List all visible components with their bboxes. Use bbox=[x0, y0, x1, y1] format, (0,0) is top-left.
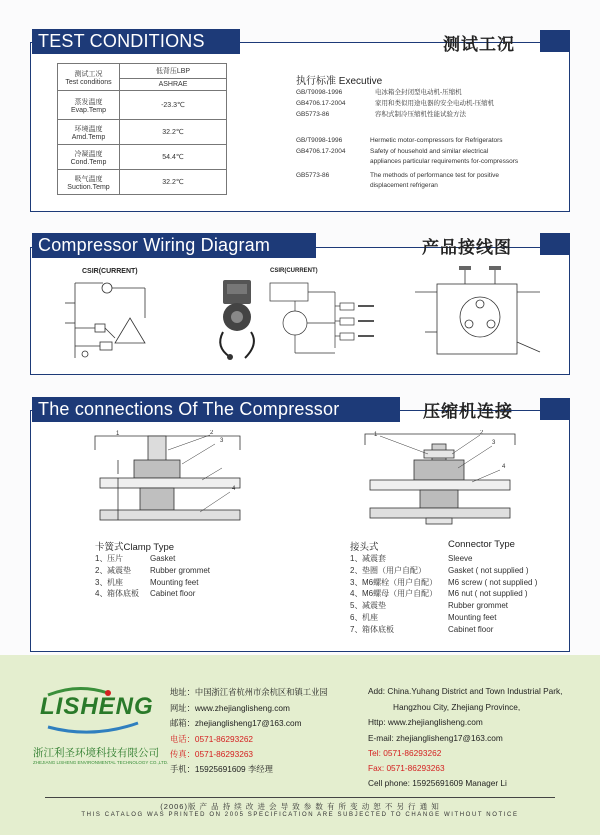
standard-code: GB/T9098-1996 bbox=[296, 89, 343, 96]
connector-type-title-en: Connector Type bbox=[448, 539, 515, 550]
clamp-type-list bbox=[95, 553, 210, 600]
standard-code: GB4706.17-2004 bbox=[296, 147, 346, 155]
connections-title-cn: 压缩机连接 bbox=[423, 402, 513, 422]
svg-text:2: 2 bbox=[480, 430, 484, 436]
notice-cn: (2006)版 产 品 持 续 改 进 会 导 致 参 数 有 所 变 动 恕 不 另 行 通 知 bbox=[160, 802, 440, 811]
connector-type-title-cn: 接头式 bbox=[350, 542, 379, 553]
contact-en-tel: Tel: 0571-86293262 bbox=[368, 748, 442, 758]
standard-desc: 电冰箱全封闭型电动机-压缩机 bbox=[375, 89, 462, 96]
wiring-diagram-1-title: CSIR(CURRENT) bbox=[82, 268, 138, 275]
standard-code: GB5773-86 bbox=[296, 111, 330, 118]
test-conditions-banner: TEST CONDITIONS bbox=[32, 29, 240, 54]
title-strip bbox=[540, 233, 570, 255]
list-item: 6、 机座 Mounting feet bbox=[350, 612, 497, 622]
standard-code bbox=[296, 157, 370, 168]
table-row-label: 测试工况 Test conditions bbox=[58, 64, 120, 91]
contact-en-address-1: Add: China.Yuhang District and Town Industrial Park, bbox=[368, 686, 563, 696]
standard-desc: 家用和类似用途电器的安全电动机-压缩机 bbox=[375, 100, 495, 107]
standard-code bbox=[296, 181, 370, 192]
svg-text:1: 1 bbox=[374, 432, 378, 438]
company-name-en: ZHEJIANG LISHENG ENVIRONMENTAL TECHNOLOGY CO.,LTD. bbox=[33, 760, 169, 765]
clamp-type-title: 卡簧式Clamp Type bbox=[95, 542, 175, 553]
table-cell: 32.2℃ bbox=[120, 120, 227, 145]
contact-cn-email: 邮箱：zhejianglisheng17@163.com bbox=[170, 718, 302, 728]
clamp-type-diagram bbox=[90, 430, 255, 525]
test-conditions-table bbox=[57, 63, 227, 195]
contact-cn-website: 网址：www.zhejianglisheng.com bbox=[170, 703, 290, 713]
company-logo-text: LISHENG bbox=[40, 693, 154, 720]
list-item: 4、 M6螺母（用户自配） M6 nut ( not supplied ) bbox=[350, 589, 528, 599]
notice-en: THIS CATALOG WAS PRINTED ON 2005 SPECIFICATION ARE SUBJECTED TO CHANGE WITHOUT NOTICE bbox=[81, 812, 519, 818]
list-item: 1、 减震套 Sleeve bbox=[350, 554, 473, 563]
table-row-label: 蒸发温度 Evap.Temp bbox=[58, 91, 120, 120]
wiring-terminal-diagram bbox=[405, 262, 555, 367]
list-item: 2、 垫圈（用户自配） Gasket ( not supplied ) bbox=[350, 565, 529, 575]
contact-en-address-2: Hangzhou City, Zhejiang Province, bbox=[393, 702, 521, 712]
svg-text:4: 4 bbox=[232, 486, 236, 492]
contact-cn-fax: 传真：0571-86293263 bbox=[170, 749, 254, 759]
contact-en-website: Http: www.zhejianglisheng.com bbox=[368, 717, 483, 727]
standard-desc: Hermetic motor-compressors for Refrigerators bbox=[370, 137, 503, 144]
wiring-banner: Compressor Wiring Diagram bbox=[32, 233, 316, 258]
company-name-cn: 浙江利圣环境科技有限公司 bbox=[33, 747, 159, 759]
svg-text:3: 3 bbox=[492, 440, 496, 446]
standard-desc: The methods of performance test for positive bbox=[370, 171, 499, 179]
standard-desc: appliances particular requirements for-compressors bbox=[370, 158, 519, 165]
title-strip bbox=[540, 30, 570, 52]
table-cell: -23.3℃ bbox=[120, 91, 227, 120]
wiring-schematic-diagram bbox=[55, 278, 175, 363]
title-strip bbox=[540, 398, 570, 420]
table-row-label: 冷凝温度 Cond.Temp bbox=[58, 145, 120, 170]
wiring-title-cn: 产品接线图 bbox=[422, 238, 512, 258]
standard-code: GB5773-86 bbox=[296, 171, 330, 179]
list-item: 5、 减震垫 Rubber grommet bbox=[350, 601, 509, 611]
svg-text:2: 2 bbox=[210, 430, 214, 436]
standard-desc: Safety of household and similar electrical bbox=[370, 147, 489, 155]
test-conditions-title-cn: 测试工况 bbox=[443, 35, 515, 55]
table-row-label: 环境温度 Amd.Temp bbox=[58, 120, 120, 145]
contact-en-fax: Fax: 0571-86293263 bbox=[368, 763, 445, 773]
connector-type-diagram bbox=[360, 430, 525, 525]
contact-en-email: E-mail: zhejianglisheng17@163.com bbox=[368, 733, 503, 743]
contact-cn-mobile: 手机：15925691609 李经理 bbox=[170, 764, 273, 774]
wiring-detailed-schematic bbox=[265, 278, 380, 363]
standards-cn-list bbox=[296, 87, 566, 120]
list-item: 3、 机座 Mounting feet bbox=[95, 577, 199, 587]
wiring-diagram-2-title: CSIR(CURRENT) bbox=[270, 268, 318, 274]
table-row-label: 吸气温度 Suction.Temp bbox=[58, 170, 120, 195]
standard-desc: 容积式制冷压缩机性能试验方法 bbox=[375, 111, 466, 118]
contact-en-cell: Cell phone: 15925691609 Manager Li bbox=[368, 778, 507, 788]
list-item: 3、 M6螺栓（用户自配） M6 screw ( not supplied ) bbox=[350, 577, 538, 587]
contact-cn-address: 地址：中国浙江省杭州市余杭区和镇工业园 bbox=[170, 687, 328, 697]
table-cell: 低背压LBP ASHRAE bbox=[120, 64, 227, 91]
list-item: 2、 减震垫 Rubber grommet bbox=[95, 565, 211, 575]
standards-en-list bbox=[296, 136, 566, 192]
svg-text:4: 4 bbox=[502, 464, 506, 470]
connector-type-list bbox=[350, 553, 537, 636]
standard-code: GB4706.17-2004 bbox=[296, 100, 346, 107]
svg-text:1: 1 bbox=[116, 431, 120, 437]
list-item: 7、 箱体底板 Cabinet floor bbox=[350, 624, 494, 634]
table-cell: 54.4℃ bbox=[120, 145, 227, 170]
table-cell: 32.2℃ bbox=[120, 170, 227, 195]
svg-text:3: 3 bbox=[220, 438, 224, 444]
executive-label: 执行标准 Executive bbox=[296, 76, 383, 87]
connections-banner: The connections Of The Compressor bbox=[32, 397, 400, 422]
standard-desc: displacement refrigeran bbox=[370, 182, 438, 189]
notice-divider bbox=[45, 797, 555, 798]
standard-code: GB/T9098-1996 bbox=[296, 137, 343, 144]
wiring-component-image bbox=[205, 272, 265, 362]
list-item: 4、 箱体底板 Cabinet floor bbox=[95, 589, 196, 599]
contact-cn-phone: 电话：0571-86293262 bbox=[170, 734, 254, 744]
list-item: 1、 压片 Gasket bbox=[95, 554, 176, 563]
